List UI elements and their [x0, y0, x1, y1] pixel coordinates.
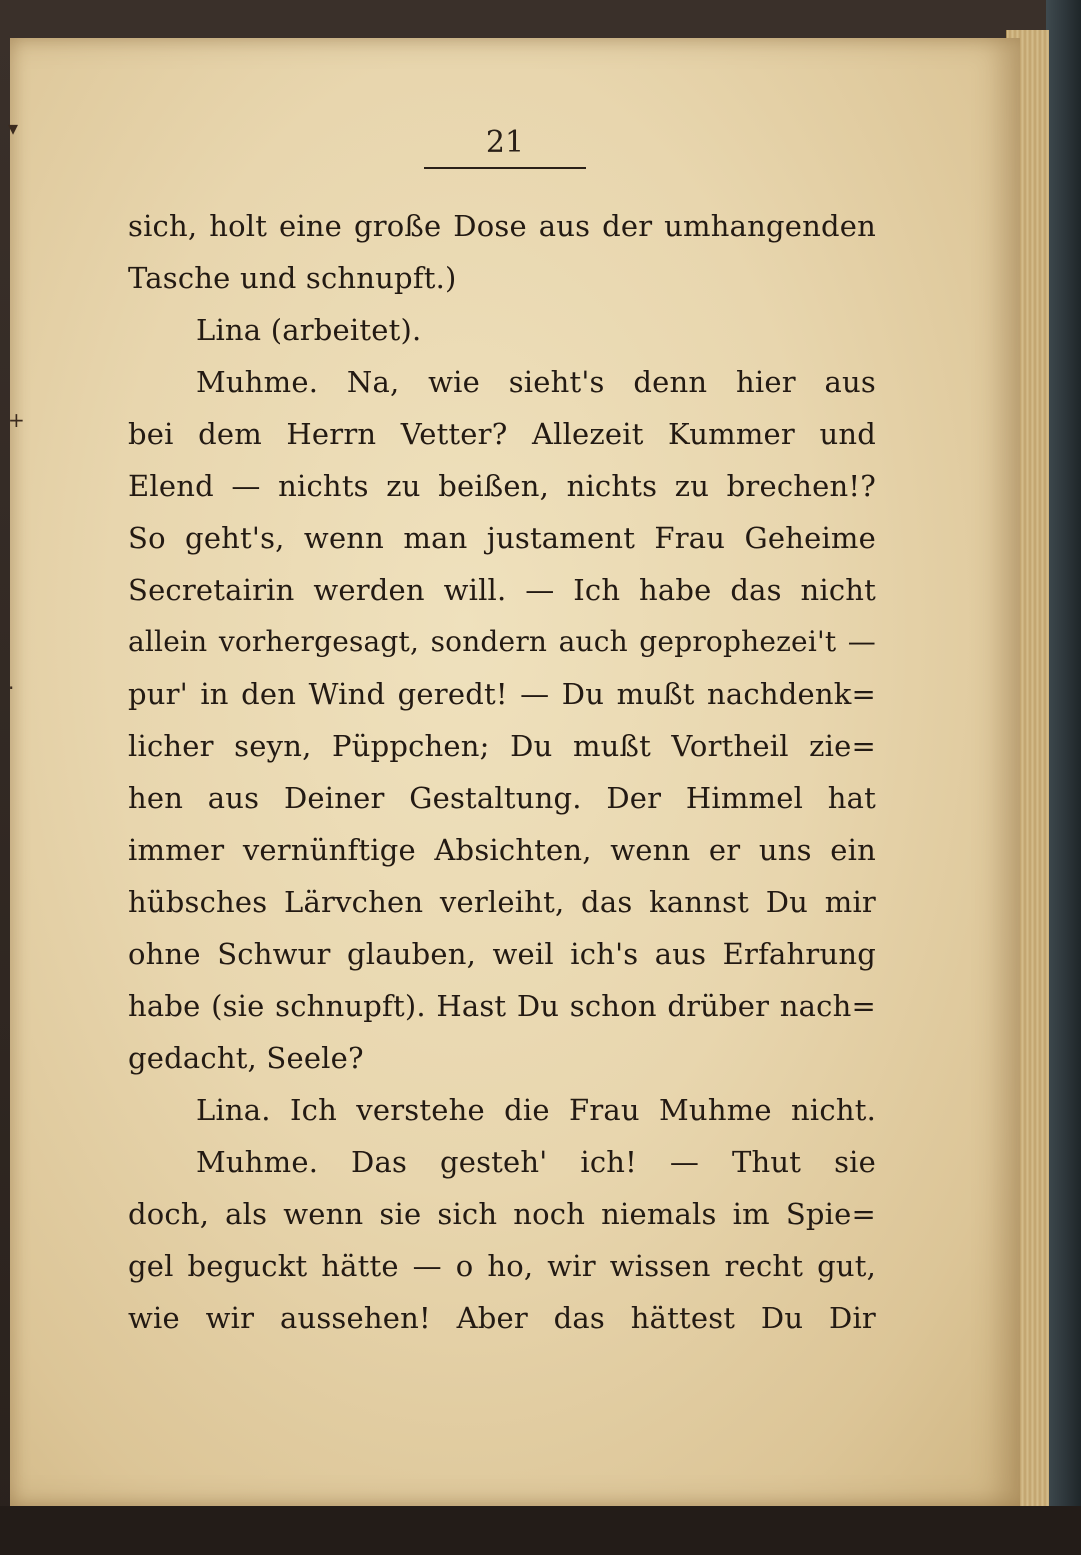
text-line: sich, holt eine große Dose aus der umhangenden [128, 209, 876, 243]
text-line: Lina. Ich verstehe die Frau Muhme nicht. [196, 1093, 876, 1127]
text-line: ohne Schwur glauben, weil ich's aus Erfahrung [128, 937, 876, 971]
text-line: hübsches Lärvchen verleiht, das kannst Du mir [128, 885, 876, 919]
text-line: Elend — nichts zu beißen, nichts zu brechen!? [128, 469, 876, 503]
header-rule [424, 167, 586, 169]
text-line: Muhme. Na, wie sieht's denn hier aus [196, 365, 876, 399]
margin-mark: · [8, 676, 15, 700]
text-line: allein vorhergesagt, sondern auch geprophezei't — [128, 625, 876, 658]
text-line: immer vernünftige Absichten, wenn er uns ein [128, 833, 876, 867]
text-line: pur' in den Wind geredt! — Du mußt nachdenk= [128, 677, 876, 711]
margin-mark: ▾ [8, 116, 19, 140]
book-cover-edge [1046, 0, 1081, 1555]
page-number: 21 [485, 125, 525, 160]
margin-mark: + [8, 408, 25, 432]
text-line: gedacht, Seele? [128, 1041, 364, 1075]
text-line: doch, als wenn sie sich noch niemals im Spie= [128, 1197, 876, 1231]
left-margin-marks [0, 38, 30, 1506]
text-line: wie wir aussehen! Aber das hättest Du Dir [128, 1301, 876, 1335]
text-line: Muhme. Das gesteh' ich! — Thut sie [196, 1145, 876, 1179]
text-line: hen aus Deiner Gestaltung. Der Himmel hat [128, 781, 876, 815]
text-line: habe (sie schnupft). Hast Du schon drüber nach= [128, 989, 876, 1023]
text-line: Tasche und schnupft.) [128, 261, 457, 295]
text-line: Secretairin werden will. — Ich habe das nicht [128, 573, 876, 607]
text-line: So geht's, wenn man justament Frau Geheime [128, 521, 876, 555]
page-text [128, 200, 876, 1344]
text-line: gel beguckt hätte — o ho, wir wissen recht gut, [128, 1249, 876, 1283]
text-line: bei dem Herrn Vetter? Allezeit Kummer und [128, 417, 876, 451]
text-line: Lina (arbeitet). [196, 313, 422, 347]
scan-bottom-edge [0, 1506, 1081, 1555]
text-line: licher seyn, Püppchen; Du mußt Vortheil zie= [128, 729, 876, 763]
